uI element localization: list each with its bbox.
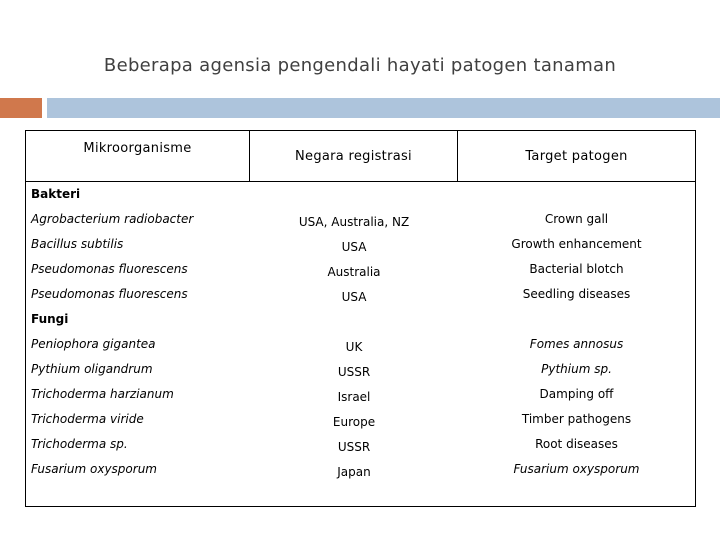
target-cell: Root diseases xyxy=(535,437,618,451)
pathogen-table xyxy=(25,130,696,507)
accent-bar-orange xyxy=(0,98,42,118)
organism-cell: Fusarium oxysporum xyxy=(31,462,157,476)
country-cell: USA xyxy=(341,290,367,304)
country-cell: Australia xyxy=(327,265,381,279)
country-cell: UK xyxy=(345,340,363,354)
table-row xyxy=(26,287,695,312)
organism-cell: Bacillus subtilis xyxy=(31,237,124,251)
table-row xyxy=(26,437,695,462)
country-cell: Israel xyxy=(337,390,371,404)
organism-cell: Pseudomonas fluorescens xyxy=(31,262,188,276)
table-row xyxy=(26,262,695,287)
table-row xyxy=(26,387,695,412)
header-target: Target patogen xyxy=(458,131,695,182)
slide-title: Beberapa agensia pengendali hayati patogen tanaman xyxy=(103,55,617,76)
organism-cell: Trichoderma sp. xyxy=(31,437,128,451)
target-cell: Seedling diseases xyxy=(522,287,631,301)
target-cell: Damping off xyxy=(539,387,614,401)
table-row xyxy=(26,337,695,362)
organism-cell: Agrobacterium radiobacter xyxy=(31,212,194,226)
organism-cell: Pythium oligandrum xyxy=(31,362,153,376)
section-bacteria: Bakteri xyxy=(31,187,81,201)
country-cell: USA xyxy=(341,240,367,254)
table-row xyxy=(26,362,695,387)
table-row xyxy=(26,412,695,437)
country-cell: USA, Australia, NZ xyxy=(298,215,410,229)
header-organism: Mikroorganisme xyxy=(26,131,250,182)
accent-bar-blue xyxy=(47,98,720,118)
accent-bar xyxy=(0,98,720,118)
organism-cell: Peniophora gigantea xyxy=(31,337,156,351)
target-cell: Growth enhancement xyxy=(511,237,642,251)
target-cell: Timber pathogens xyxy=(521,412,632,426)
country-cell: USSR xyxy=(337,365,371,379)
organism-cell: Trichoderma viride xyxy=(31,412,144,426)
target-cell: Bacterial blotch xyxy=(529,262,624,276)
section-fungi: Fungi xyxy=(31,312,69,326)
header-country: Negara registrasi xyxy=(250,131,458,182)
target-cell: Fomes annosus xyxy=(529,337,624,351)
table-row xyxy=(26,462,695,487)
table-row xyxy=(26,237,695,262)
organism-cell: Trichoderma harzianum xyxy=(31,387,174,401)
organism-cell: Pseudomonas fluorescens xyxy=(31,287,188,301)
country-cell: Japan xyxy=(337,465,371,479)
table-row xyxy=(26,212,695,237)
target-cell: Fusarium oxysporum xyxy=(513,462,640,476)
target-cell: Pythium sp. xyxy=(541,362,612,376)
target-cell: Crown gall xyxy=(544,212,609,226)
country-cell: Europe xyxy=(332,415,376,429)
country-cell: USSR xyxy=(337,440,371,454)
